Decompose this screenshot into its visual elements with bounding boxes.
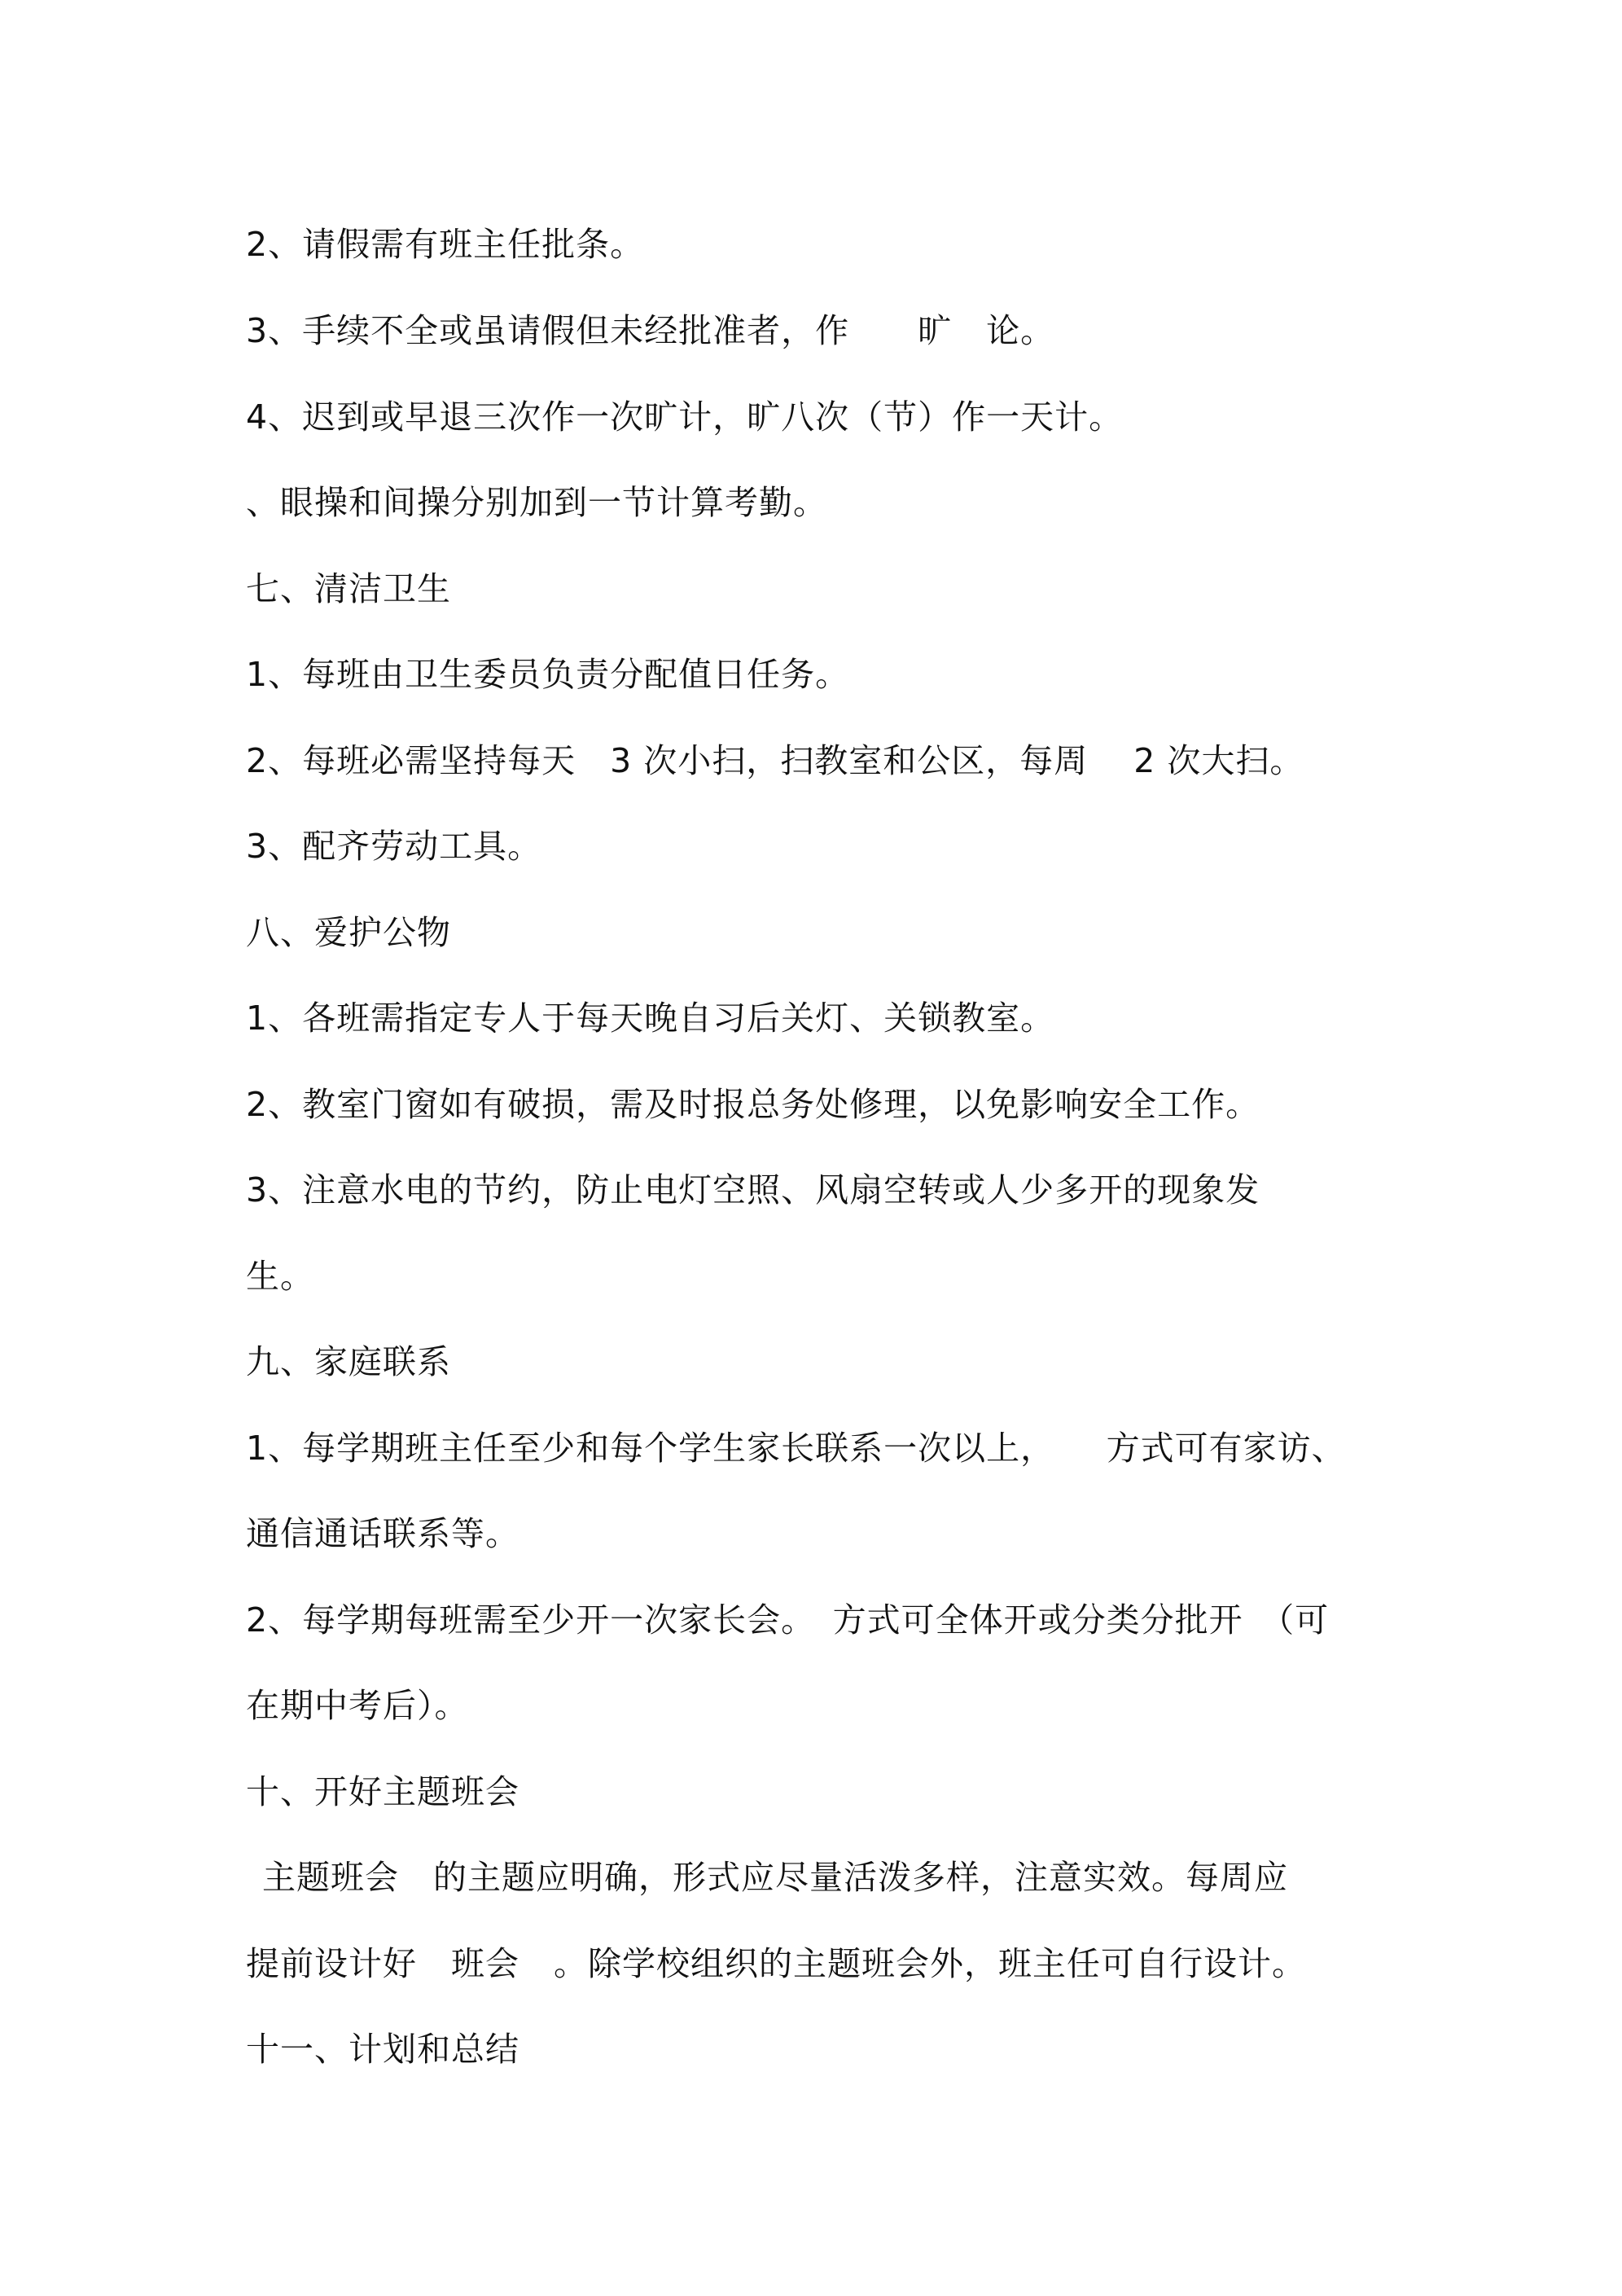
text-line: 2、教室门窗如有破损，需及时报总务处修理，以免影响安全工作。 — [246, 1085, 1260, 1124]
text-line: 在期中考后）。 — [246, 1686, 469, 1725]
section-heading: 九、家庭联系 — [246, 1342, 451, 1381]
text-line: 1、各班需指定专人于每天晚自习后关灯、关锁教室。 — [246, 999, 1055, 1038]
text-line: 主题班会 的主题应明确，形式应尽量活泼多样，注意实效。每周应 — [262, 1858, 1288, 1897]
text-line: 1、每学期班主任至少和每个学生家长联系一次以上， 方式可有家访、 — [246, 1429, 1346, 1468]
text-line: 3、手续不全或虽请假但未经批准者，作 旷 论。 — [246, 311, 1055, 350]
text-line: 1、每班由卫生委员负责分配值日任务。 — [246, 655, 850, 694]
text-line: 提前设计好 班会 。除学校组织的主题班会外，班主任可自行设计。 — [246, 1944, 1306, 1983]
section-heading: 十一、计划和总结 — [246, 2030, 519, 2069]
section-heading: 八、爱护公物 — [246, 913, 451, 952]
text-line: 2、请假需有班主任批条。 — [246, 225, 645, 264]
text-line: 4、迟到或早退三次作一次旷计，旷八次（节）作一天计。 — [246, 397, 1124, 437]
text-line: 2、每班必需坚持每天 3 次小扫，扫教室和公区，每周 2 次大扫。 — [246, 741, 1304, 780]
text-line: 3、注意水电的节约，防止电灯空照、风扇空转或人少多开的现象发 — [246, 1170, 1260, 1209]
text-line: 、眼操和间操分别加到一节计算考勤。 — [246, 483, 827, 522]
text-line: 3、配齐劳动工具。 — [246, 827, 542, 866]
text-line: 通信通话联系等。 — [246, 1514, 519, 1553]
text-line: 2、每学期每班需至少开一次家长会。 方式可全体开或分类分批开 （可 — [246, 1600, 1330, 1640]
text-line: 生。 — [246, 1257, 314, 1296]
section-heading: 七、清洁卫生 — [246, 569, 451, 608]
section-heading: 十、开好主题班会 — [246, 1772, 519, 1811]
